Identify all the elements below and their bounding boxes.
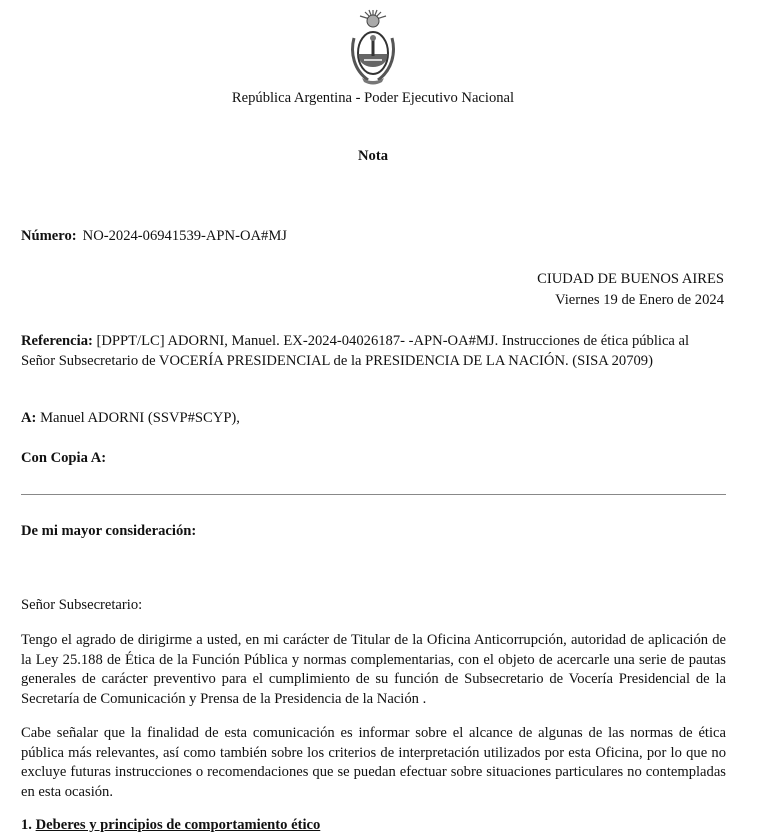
recipient-label: A:	[21, 410, 37, 426]
reference-text: [DPPT/LC] ADORNI, Manuel. EX-2024-04026187- -APN-OA#MJ. Instrucciones de ética pública al Señor Subsecretario de VOCERÍA PRESIDENCIAL de la PRESIDENCIA DE LA NACIÓN. (SISA 20709)	[21, 333, 690, 369]
document-type-title: Nota	[358, 148, 388, 164]
section-title: Deberes y principios de comportamiento ético	[35, 817, 321, 833]
section-heading	[21, 817, 320, 834]
vocative: Señor Subsecretario:	[21, 597, 143, 613]
date-line: Viernes 19 de Enero de 2024	[555, 292, 724, 308]
argentina-coat-of-arms-icon	[346, 8, 400, 88]
place-line: CIUDAD DE BUENOS AIRES	[537, 271, 724, 287]
institution-header: República Argentina - Poder Ejecutivo Nacional	[231, 90, 515, 106]
reference-label: Referencia:	[21, 333, 93, 349]
body-paragraph: Tengo el agrado de dirigirme a usted, en mi carácter de Titular de la Oficina Anticorrupción, autoridad de aplicación de la Ley 25.188 de Ética de la Función Pública y normas complementarias, con el objeto de acercarle una serie de pautas generales de carácter preventivo para el cumplimiento de su función de Subsecretario de Vocería Presidencial de la Secretaría de Comunicación y Prensa de la Presidencia de la Nación .	[21, 632, 726, 707]
document-number	[21, 228, 287, 245]
document-number-label: Número:	[21, 228, 77, 244]
divider	[21, 494, 726, 495]
cc-label: Con Copia A:	[21, 450, 107, 466]
recipient-value: Manuel ADORNI (SSVP#SCYP),	[40, 410, 240, 426]
section-number: 1.	[21, 817, 32, 833]
salutation: De mi mayor consideración:	[21, 523, 197, 539]
document-number-value: NO-2024-06941539-APN-OA#MJ	[82, 228, 287, 244]
reference-block	[21, 331, 726, 371]
body-paragraph: Cabe señalar que la finalidad de esta comunicación es informar sobre el alcance de algunas de las normas de ética pública más relevantes, así como también sobre los criterios de interpretación utilizados por esta Oficina, por lo que no excluye futuras instrucciones o recomendaciones que se puedan efectuar sobre situaciones particulares no contempladas en esta ocasión.	[21, 725, 726, 800]
recipient-line	[21, 410, 240, 427]
